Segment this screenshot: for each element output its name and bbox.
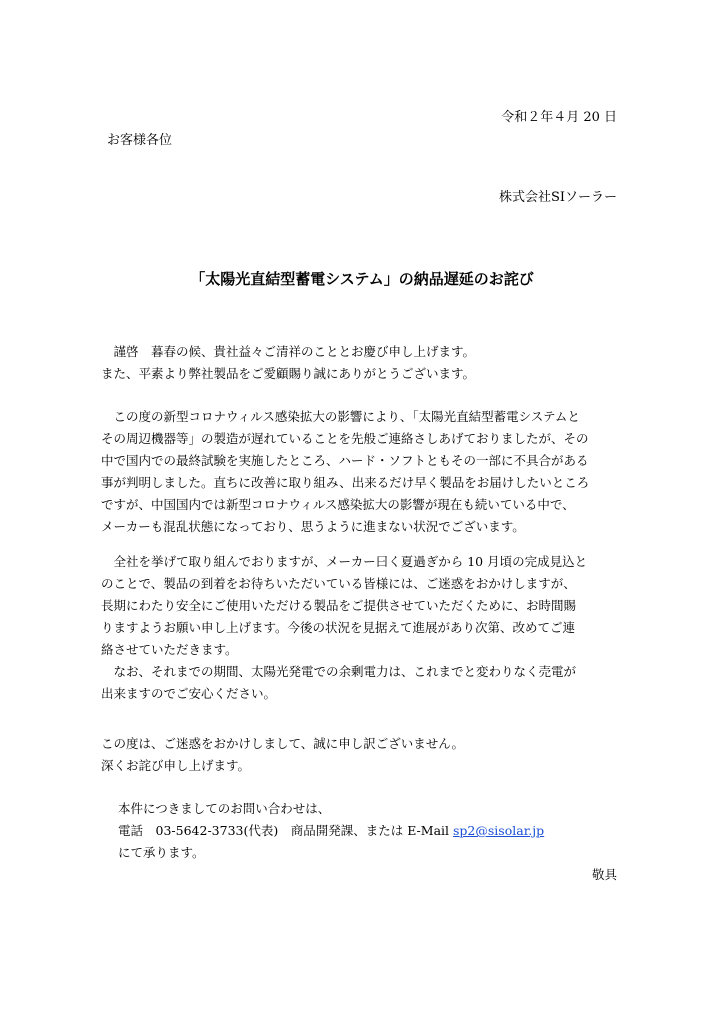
greeting-line: また、平素より弊社製品をご愛顧賜り誠にありがとうございます。 [101,366,476,381]
paragraph-line: 中で国内での最終試験を実施したところ、ハード・ソフトともその一部に不具合がある [101,453,589,468]
paragraph-line: その周辺機器等」の製造が遅れていることを先般ご連絡さしあげておりましたが、その [101,431,589,446]
contact-block [118,798,544,864]
recipient: お客様各位 [107,133,173,148]
letter-date: 令和２年４月 20 日 [501,110,617,125]
paragraph-line: りますようお願い申し上げます。今後の状況を見据えて進展があり次第、改めてご連 [101,620,576,635]
paragraph-line: のことで、製品の到着をお待ちいただいている皆様には、ご迷惑をおかけしますが、 [101,576,576,591]
contact-phone-line [118,820,544,842]
paragraph-line: この度は、ご迷惑をおかけしまして、誠に申し訳ございません。 [101,736,465,751]
paragraph-line: ですが、中国国内では新型コロナウィルス感染拡大の影響が現在も続いている中で、 [101,497,575,512]
paragraph-line: この度の新型コロナウィルス感染拡大の影響により、「太陽光直結型蓄電システムと [113,409,580,424]
email-link[interactable]: sp2@sisolar.jp [453,823,545,838]
paragraph-line: 深くお詫び申し上げます。 [101,758,251,773]
letter-title: 「太陽光直結型蓄電システム」の納品遅延のお詫び [190,270,534,288]
closing-word: 敬具 [591,867,617,882]
contact-phone: 電話 03-5642-3733(代表) 商品開発課、または E-Mail [118,823,450,838]
paragraph-line: 事が判明しました。直ちに改善に取り組み、出来るだけ早く製品をお届けしたいところ [101,475,590,490]
paragraph-line: メーカーも混乱状態になっており、思うように進まない状況でございます。 [101,519,525,534]
plan-paragraph [101,551,621,705]
paragraph-line: 絡させていただきます。 [101,642,238,657]
delay-paragraph [101,406,621,538]
greeting-paragraph [101,341,621,385]
sender-company: 株式会社SIソーラー [498,190,617,205]
apology-paragraph [101,733,621,777]
contact-outro: にて承ります。 [118,845,205,860]
paragraph-line: 長期にわたり安全にご使用いただける製品をご提供させていただくために、お時間賜 [101,598,577,613]
paragraph-line: 出来ますのでご安心ください。 [101,686,277,701]
contact-intro: 本件につきましてのお問い合わせは、 [118,801,331,816]
paragraph-line: 全社を挙げて取り組んでおりますが、メーカー曰く夏過ぎから 10 月頃の完成見込と [113,554,588,569]
greeting-line: 謹啓 暮春の候、貴社益々ご清祥のこととお慶び申し上げます。 [113,344,476,359]
paragraph-line: なお、それまでの期間、太陽光発電での余剰電力は、これまでと変わりなく売電が [113,664,577,679]
